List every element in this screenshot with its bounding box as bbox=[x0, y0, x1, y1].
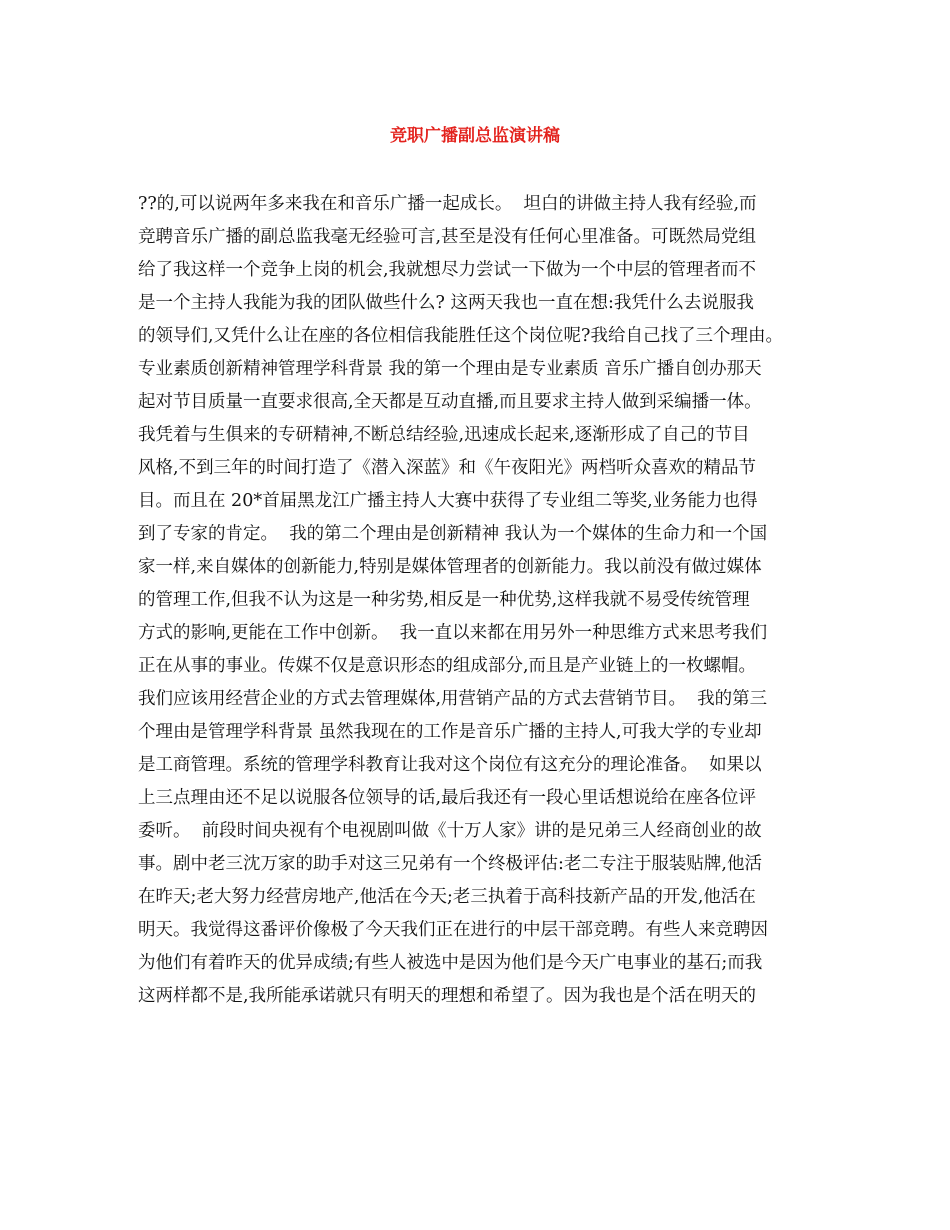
body-line: 事。剧中老三沈万家的助手对这三兄弟有一个终极评估:老二专注于服装贴牌,他活 bbox=[138, 854, 762, 874]
body-line: 是工商管理。系统的管理学科教育让我对这个岗位有这充分的理论准备。 如果以 bbox=[138, 755, 762, 775]
body-line: 我凭着与生俱来的专研精神,不断总结经验,迅速成长起来,逐渐形成了自己的节目 bbox=[138, 425, 750, 445]
body-line: 竞聘音乐广播的副总监我毫无经验可言,甚至是没有任何心里准备。可既然局党组 bbox=[138, 227, 757, 247]
body-line: 风格,不到三年的时间打造了《潜入深蓝》和《午夜阳光》两档听众喜欢的精品节 bbox=[138, 458, 757, 478]
body-line: 专业素质创新精神管理学科背景 我的第一个理由是专业素质 音乐广播自创办那天 bbox=[138, 359, 762, 379]
body-line: 的管理工作,但我不认为这是一种劣势,相反是一种优势,这样我就不易受传统管理 bbox=[138, 590, 750, 610]
body-line: 是一个主持人我能为我的团队做些什么? 这两天我也一直在想:我凭什么去说服我 bbox=[138, 293, 754, 313]
body-line: 到了专家的肯定。 我的第二个理由是创新精神 我认为一个媒体的生命力和一个国 bbox=[138, 524, 768, 544]
document-body bbox=[138, 188, 818, 1013]
body-line: 家一样,来自媒体的创新能力,特别是媒体管理者的创新能力。我以前没有做过媒体 bbox=[138, 557, 762, 577]
document-title: 竞职广播副总监演讲稿 bbox=[390, 126, 560, 146]
body-line: 为他们有着昨天的优异成绩;有些人被选中是因为他们是今天广电事业的基石;而我 bbox=[138, 953, 763, 973]
body-line: 个理由是管理学科背景 虽然我现在的工作是音乐广播的主持人,可我大学的专业却 bbox=[138, 722, 762, 742]
body-line: ??的,可以说两年多来我在和音乐广播一起成长。 坦白的讲做主持人我有经验,而 bbox=[138, 194, 757, 214]
body-line: 在昨天;老大努力经营房地产,他活在今天;老三执着于高科技新产品的开发,他活在 bbox=[138, 887, 756, 907]
body-line: 这两样都不是,我所能承诺就只有明天的理想和希望了。因为我也是个活在明天的 bbox=[138, 986, 757, 1006]
body-line: 正在从事的事业。传媒不仅是意识形态的组成部分,而且是产业链上的一枚螺帽。 bbox=[138, 656, 757, 676]
body-line: 给了我这样一个竞争上岗的机会,我就想尽力尝试一下做为一个中层的管理者而不 bbox=[138, 260, 757, 280]
body-line: 我们应该用经营企业的方式去管理媒体,用营销产品的方式去营销节目。 我的第三 bbox=[138, 689, 768, 709]
body-line: 明天。我觉得这番评价像极了今天我们正在进行的中层干部竞聘。有些人来竞聘因 bbox=[138, 920, 768, 940]
body-line: 的领导们,又凭什么让在座的各位相信我能胜任这个岗位呢?我给自己找了三个理由。 bbox=[138, 326, 783, 346]
body-line: 方式的影响,更能在工作中创新。 我一直以来都在用另外一种思维方式来思考我们 bbox=[138, 623, 768, 643]
body-line: 委听。 前段时间央视有个电视剧叫做《十万人家》讲的是兄弟三人经商创业的故 bbox=[138, 821, 762, 841]
body-line: 上三点理由还不足以说服各位领导的话,最后我还有一段心里话想说给在座各位评 bbox=[138, 788, 757, 808]
body-line: 起对节目质量一直要求很高,全天都是互动直播,而且要求主持人做到采编播一体。 bbox=[138, 392, 762, 412]
body-line: 目。而且在 20*首届黑龙江广播主持人大赛中获得了专业组二等奖,业务能力也得 bbox=[138, 491, 758, 511]
